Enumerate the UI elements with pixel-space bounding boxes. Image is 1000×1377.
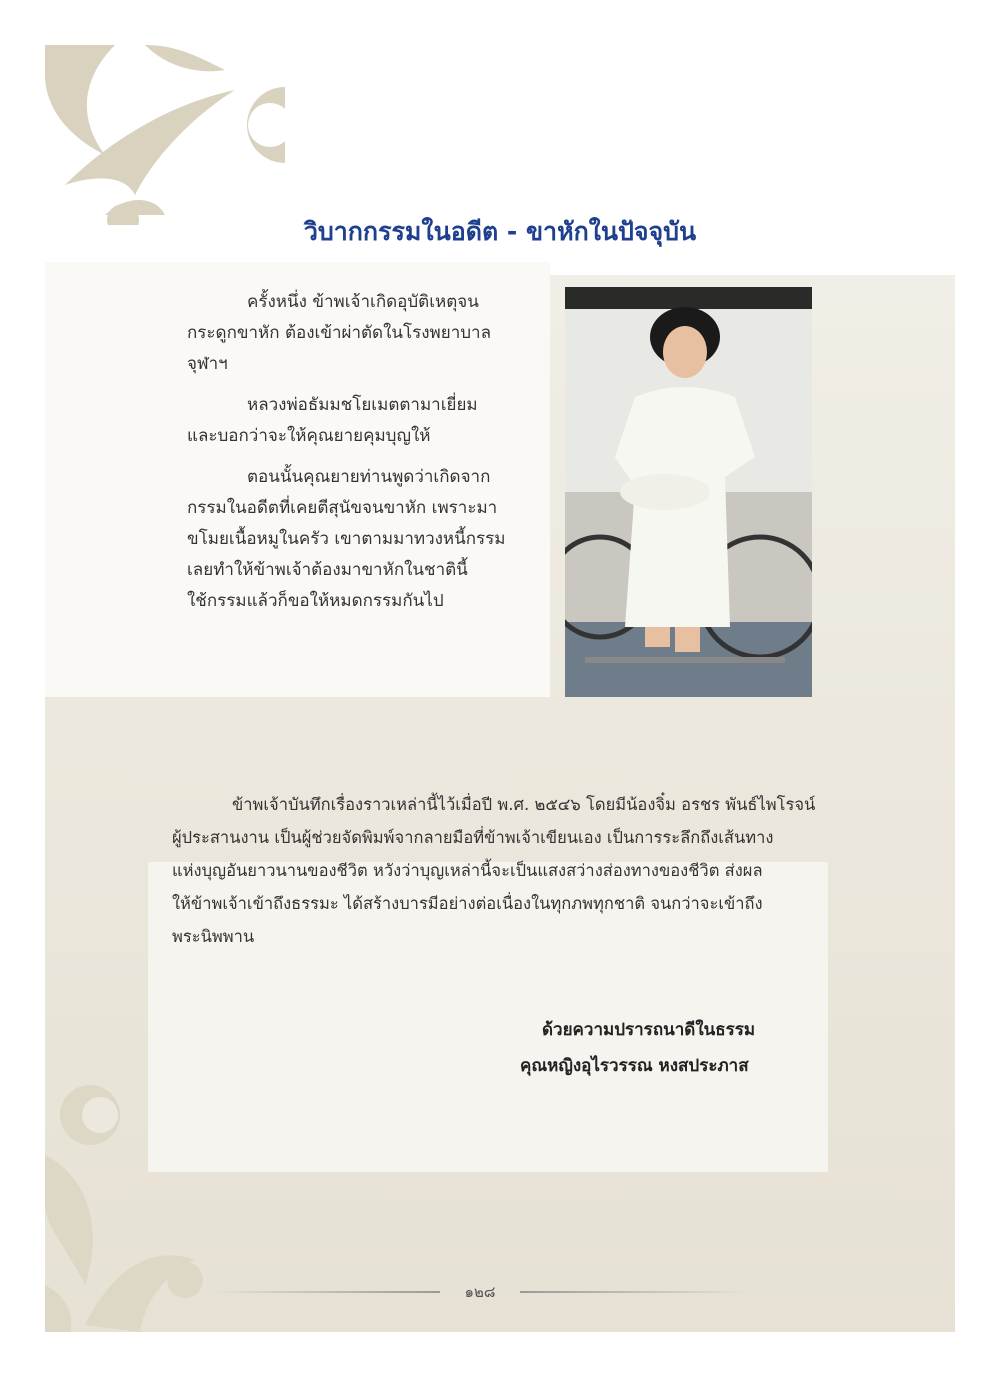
text-line: แห่งบุญอันยาวนานของชีวิต หวังว่าบุญเหล่านี้จะเป็นแสงสว่างส่องทางของชีวิต ส่งผล [172, 861, 763, 880]
page-title: วิบากกรรมในอดีต - ขาหักในปัจจุบัน [303, 217, 697, 246]
paragraph [187, 462, 506, 617]
text-line: และบอกว่าจะให้คุณยายคุมบุญให้ [187, 426, 431, 446]
text-line: ผู้ประสานงาน เป็นผู้ช่วยจัดพิมพ์จากลายมือที่ข้าพเจ้าเขียนเอง เป็นการระลึกถึงเส้นทาง [172, 828, 774, 847]
paragraph [187, 287, 497, 380]
page-number: ๑๒๘ [464, 1283, 496, 1301]
signature-closing: ด้วยความปรารถนาดีในธรรม [542, 1020, 756, 1040]
paragraph [187, 390, 497, 452]
ornament-top-left-icon [45, 45, 285, 225]
footer-rule-right [520, 1291, 745, 1293]
text-line: ข้าพเจ้าบันทึกเรื่องราวเหล่านี้ไว้เมื่อปี พ.ศ. ๒๕๔๖ โดยมีน้องจิ๋ม อรชร พันธ์ไพโรจน์ [232, 795, 816, 814]
signature-name: คุณหญิงอุไรวรรณ หงสประภาส [520, 1056, 749, 1076]
closing-paragraph [172, 788, 816, 953]
signature-block [520, 1012, 790, 1084]
footer-rule-left [215, 1291, 440, 1293]
text-line: ใช้กรรมแล้วก็ขอให้หมดกรรมกันไป [187, 591, 444, 611]
text-line: ตอนนั้นคุณยายท่านพูดว่าเกิดจาก [247, 467, 491, 487]
text-line: เลยทำให้ข้าพเจ้าต้องมาขาหักในชาตินี้ [187, 560, 468, 580]
text-line: ขโมยเนื้อหมูในครัว เขาตามมาทวงหนี้กรรม [187, 529, 506, 549]
text-line: ครั้งหนึ่ง ข้าพเจ้าเกิดอุบัติเหตุจน [247, 292, 479, 312]
text-line: พระนิพพาน [172, 927, 255, 946]
text-line: จุฬาฯ [187, 354, 228, 374]
text-line: กระดูกขาหัก ต้องเข้าผ่าตัดในโรงพยาบาล [187, 323, 492, 343]
story-column [187, 287, 506, 627]
text-line: หลวงพ่อธัมมชโยเมตตามาเยี่ยม [247, 395, 478, 415]
text-line: กรรมในอดีตที่เคยตีสุนัขจนขาหัก เพราะมา [187, 498, 498, 518]
photo-woman-in-wheelchair [565, 287, 812, 697]
text-line: ให้ข้าพเจ้าเข้าถึงธรรมะ ได้สร้างบารมีอย่างต่อเนื่องในทุกภพทุกชาติ จนกว่าจะเข้าถึง [172, 894, 763, 913]
